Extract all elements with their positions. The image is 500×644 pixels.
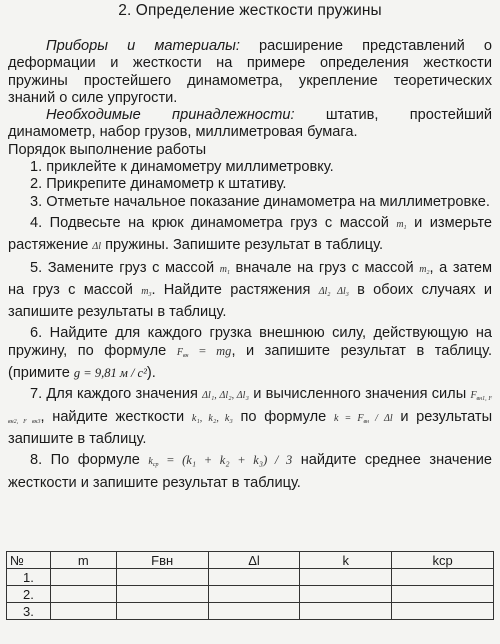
- step-7-text-b: и вычисленного значения силы: [253, 386, 467, 403]
- header-k: k: [300, 552, 392, 569]
- header-dl: Δl: [208, 552, 300, 569]
- step-5-text-d: . Найдите растяжения: [151, 281, 311, 298]
- materials-text: расширение представлений о деформации и жесткости на примере определения жесткости пружины простейшего динамометра, укрепление теоретических знаний о силе упругости.: [8, 38, 493, 106]
- step-8-text-a: 8. По формуле: [30, 452, 140, 469]
- step-1: 1. приклейте к динамометру миллиметровку.: [30, 159, 334, 176]
- step-4: [8, 215, 492, 256]
- header-number: №: [7, 552, 51, 569]
- formula-g: g = 9,81 м / с²: [73, 366, 147, 381]
- formula-m3: $m_3$: [141, 285, 152, 298]
- paragraph-equipment: [8, 107, 492, 142]
- formula-dl: Δl: [92, 241, 102, 253]
- step-8-text-b: найдите среднее значение жесткости и запишите результат в таблицу.: [8, 452, 492, 491]
- step-4-text-c: пружины. Запишите результат в таблицу.: [105, 237, 384, 254]
- table-cell[interactable]: [208, 569, 300, 586]
- row-number: 3.: [7, 603, 51, 620]
- table-cell[interactable]: [392, 586, 494, 603]
- step-5: [8, 260, 492, 322]
- step-6-text-c: ).: [146, 365, 156, 382]
- step-6-text-b: , и запишите результат в таблицу. (примите: [8, 342, 493, 382]
- formula-m1-b: $m_1$: [219, 263, 230, 276]
- formula-k-average: $k_{ср} = (k_1 + k_2 + k_3) / 3$: [148, 453, 293, 469]
- step-5-text-a: 5. Замените груз с массой: [30, 259, 215, 276]
- table-cell[interactable]: [116, 569, 208, 586]
- page-title: 2. Определение жесткости пружины: [118, 2, 382, 19]
- formula-k-list: k₁, k₂, k₃: [191, 412, 233, 424]
- step-2: 2. Прикрепите динамометр к штативу.: [30, 176, 287, 193]
- table-cell[interactable]: [50, 603, 116, 620]
- row-number: 2.: [7, 586, 51, 603]
- formula-fvn: $F_{вн}$ = mg: [176, 343, 232, 359]
- table-cell[interactable]: [300, 569, 392, 586]
- step-6-text-a: 6. Найдите для каждого грузка внешнюю силу, действующую на пружину, по формуле: [8, 325, 492, 359]
- formula-f-list: $F_{вн1, F вн2, F вн3}$: [8, 390, 492, 425]
- table-cell[interactable]: [50, 569, 116, 586]
- table-row: [7, 603, 494, 620]
- formula-dl23: $\Delta l_2$ $\Delta l_3$: [318, 285, 349, 298]
- materials-label: Приборы и материалы:: [46, 38, 240, 54]
- header-m: m: [50, 552, 116, 569]
- header-fvn: Fвн: [116, 552, 208, 569]
- procedure-title: Порядок выполнение работы: [8, 141, 207, 158]
- step-4-text-b: и измерьте растяжение: [8, 214, 492, 254]
- step-7-text-e: и результаты запишите в таблицу.: [8, 408, 493, 447]
- table-cell[interactable]: [392, 603, 494, 620]
- step-7-text-d: по формуле: [240, 408, 327, 425]
- table-cell[interactable]: [208, 603, 300, 620]
- table-cell[interactable]: [392, 569, 494, 586]
- equipment-label: Необходимые принадлежности:: [46, 107, 295, 124]
- step-3: 3. Отметьте начальное показание динамометра на миллиметровке.: [30, 193, 490, 210]
- table-cell[interactable]: [116, 586, 208, 603]
- equipment-text: штатив, простейший динамометр, набор грузов, миллиметровая бумага.: [8, 107, 492, 141]
- results-table: [6, 551, 494, 620]
- formula-dl-list: Δl₁, Δl₂, Δl₃: [202, 390, 249, 402]
- table-row: [7, 586, 494, 603]
- step-5-text-c: , а затем на груз с массой: [8, 259, 492, 298]
- formula-k: $k = F_{вн} / \Delta l$: [333, 412, 393, 425]
- table-cell[interactable]: [50, 586, 116, 603]
- formula-m2: $m_2$: [419, 263, 430, 276]
- step-5-text-b: вначале на груз с массой: [235, 259, 414, 276]
- table-header-row: [7, 552, 494, 569]
- step-8: [8, 452, 492, 492]
- paragraph-materials: [8, 38, 492, 107]
- table-cell[interactable]: [116, 603, 208, 620]
- document-body: [8, 38, 492, 492]
- table-cell[interactable]: [300, 603, 392, 620]
- header-kav: kср: [392, 552, 494, 569]
- formula-m1: $m_1$: [396, 218, 407, 231]
- step-7-text-a: 7. Для каждого значения: [30, 386, 198, 403]
- step-5-text-e: в обоих случаях и запишите результаты в таблицу.: [8, 281, 493, 321]
- table-cell[interactable]: [208, 586, 300, 603]
- step-6: [8, 325, 492, 382]
- step-7-text-c: , найдите жесткости: [40, 408, 185, 425]
- step-4-text-a: 4. Подвесьте на крюк динамометра груз с массой: [30, 214, 389, 231]
- row-number: 1.: [7, 569, 51, 586]
- table-cell[interactable]: [300, 586, 392, 603]
- step-7: [8, 386, 492, 448]
- table-row: [7, 569, 494, 586]
